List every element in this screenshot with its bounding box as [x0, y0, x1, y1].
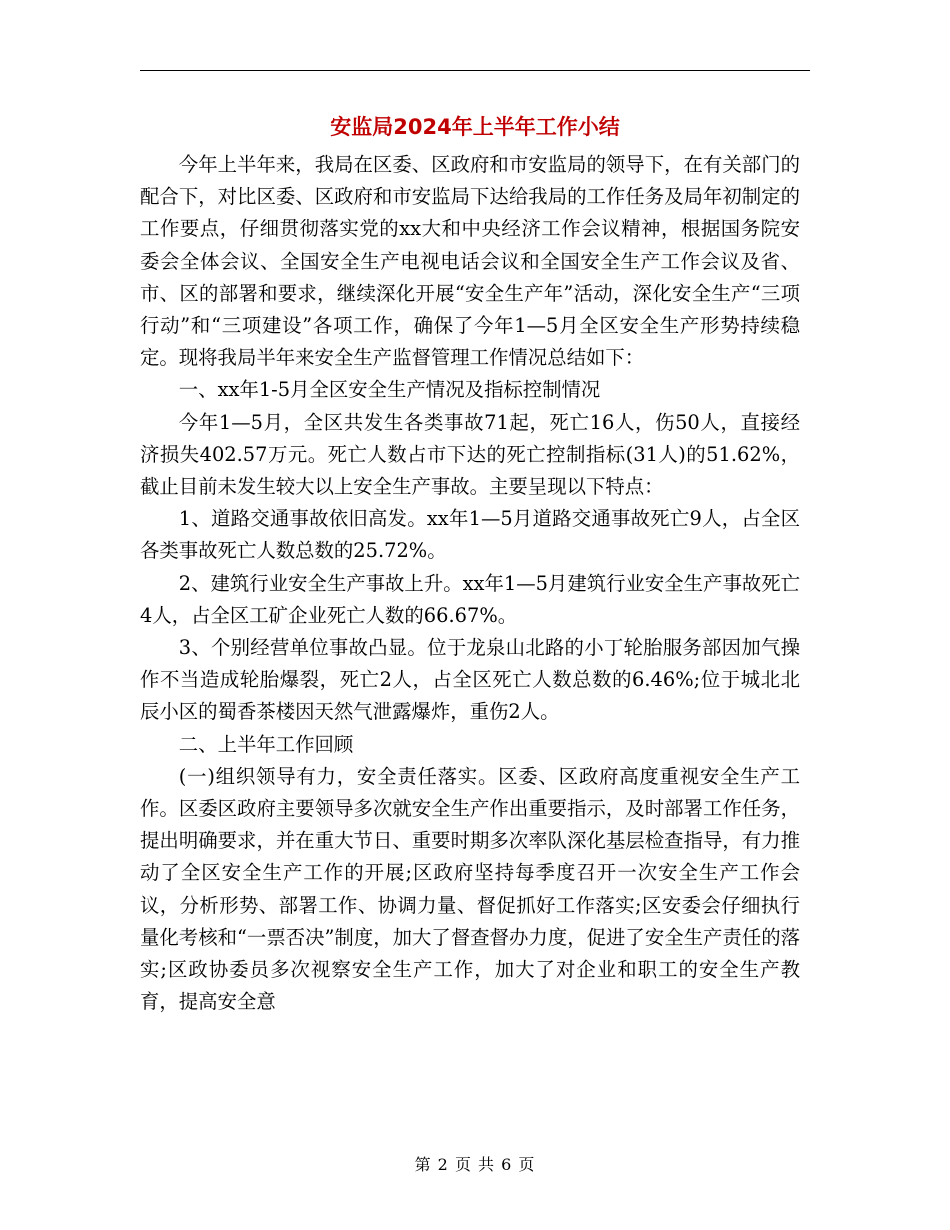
section-heading-1: 一、xx年1-5月全区安全生产情况及指标控制情况 — [178, 378, 601, 402]
document-title: 安监局2024年上半年工作小结 — [330, 115, 620, 139]
paragraph-point-3: 3、个别经营单位事故凸显。位于龙泉山北路的小丁轮胎服务部因加气操作不当造成轮胎爆裂，死亡2人，占全区死亡人数总数的6.46%;位于城北北辰小区的蜀香茶楼因天然气泄露爆炸，重伤2人。 — [140, 636, 800, 724]
paragraph-point-2: 2、建筑行业安全生产事故上升。xx年1—5月建筑行业安全生产事故死亡4人，占全区工矿企业死亡人数的66.67%。 — [140, 571, 801, 627]
page-number-footer: 第 2 页 共 6 页 — [414, 1155, 536, 1174]
header-rule — [140, 70, 810, 71]
paragraph-point-1: 1、道路交通事故依旧高发。xx年1—5月道路交通事故死亡9人，占全区各类事故死亡人数总数的25.72%。 — [140, 507, 800, 563]
paragraph-review-1: (一)组织领导有力，安全责任落实。区委、区政府高度重视安全生产工作。区委区政府主要领导多次就安全生产作出重要指示，及时部署工作任务，提出明确要求，并在重大节日、重要时期多次率队深化基层检查指导，有力推动了全区安全生产工作的开展;区政府坚持每季度召开一次安全生产工作会议，分析形势、部署工作、协调力量、督促抓好工作落实;区安委会仔细执行量化考核和“一票否决”制度，加大了督查督办力度，促进了安全生产责任的落实;区政协委员多次视察安全生产工作，加大了对企业和职工的安全生产教育，提高安全意 — [140, 764, 800, 1014]
section-heading-2: 二、上半年工作回顾 — [178, 732, 354, 756]
paragraph-statistics: 今年1—5月，全区共发生各类事故71起，死亡16人，伤50人，直接经济损失402.57万元。死亡人数占市下达的死亡控制指标(31人)的51.62%，截止目前未发生较大以上安全生产事故。主要呈现以下特点： — [140, 410, 800, 499]
document-body — [140, 149, 800, 1018]
paragraph-intro: 今年上半年来，我局在区委、区政府和市安监局的领导下，在有关部门的配合下，对比区委、区政府和市安监局下达给我局的工作任务及局年初制定的工作要点，仔细贯彻落实党的xx大和中央经济工作会议精神，根据国务院安委会全体会议、全国安全生产电视电话会议和全国安全生产工作会议及省、市、区的部署和要求，继续深化开展“安全生产年”活动，深化安全生产“三项行动”和“三项建设”各项工作，确保了今年1—5月全区安全生产形势持续稳定。现将我局半年来安全生产监督管理工作情况总结如下： — [140, 153, 800, 370]
